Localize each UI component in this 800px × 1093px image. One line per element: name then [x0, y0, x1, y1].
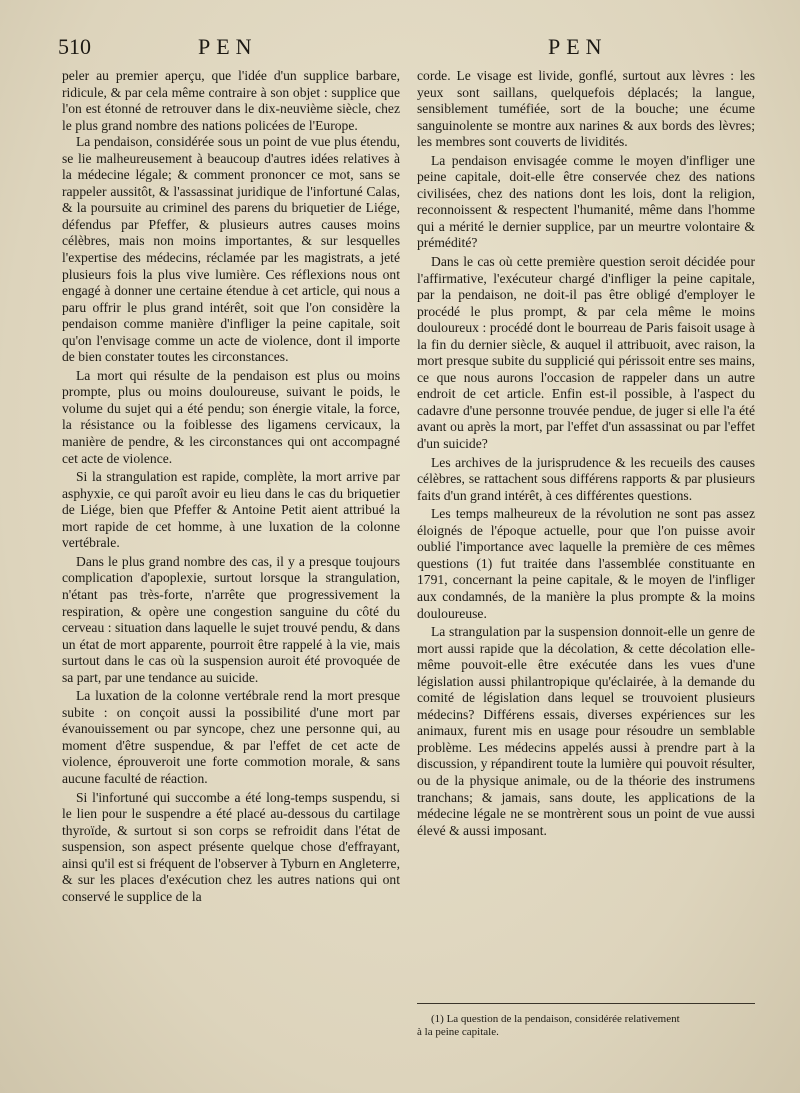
- paragraph: La luxation de la colonne vertébrale rend la mort presque subite : on conçoit aussi la possibilité d'une mort par évanouissement ou par syncope, chez une personne qui, au moment d'être suspendue, & par l'effet de cet acte de violence, éprouveroit une forte commotion morale, & sans aucune faculté de réaction.: [62, 688, 400, 786]
- paragraph: La pendaison envisagée comme le moyen d'infliger une peine capitale, doit-elle être conservée chez des nations civilisées, chez des nations dont les lois, dont la religion, reconnoissent & respectent l'humanité, même dans l'homme qui a mérité le dernier supplice, par un meurtre volontaire & prémédité?: [417, 152, 755, 251]
- right-column: [417, 68, 755, 839]
- paragraph: Les archives de la jurisprudence & les recueils des causes célèbres, se rattachent sous différens rapports & par plusieurs faits d'un grand intérêt, à ces différentes questions.: [417, 454, 755, 503]
- paragraph: Si l'infortuné qui succombe a été long-temps suspendu, si le lien pour le suspendre a été placé au-dessous du cartilage thyroïde, & surtout si son corps se refroidit dans l'état de suspension, son aspect présente quelque chose d'effrayant, ainsi qu'il est si fréquent de l'observer à Tyburn en Angleterre, & sur les places d'exécution chez les autres nations qui ont conservé le supplice de la: [62, 789, 400, 904]
- running-head-right: PEN: [548, 34, 608, 59]
- paragraph: La mort qui résulte de la pendaison est plus ou moins prompte, plus ou moins douloureuse, suivant le poids, le volume du sujet qui a été pendu; son énergie vitale, la force, la résistance ou la foiblesse des ligamens cervicaux, la manière de pendre, & les circonstances qui ont accompagné cet acte de violence.: [62, 367, 400, 466]
- paragraph: Si la strangulation est rapide, complète, la mort arrive par asphyxie, ce qui paroît avoir eu lieu dans le cas du briquetier de Liége, bien que Pfeffer & Antoine Petit aient attribué la mort rapide de cet homme, à une luxation de la colonne vertébrale.: [62, 469, 400, 551]
- page-number: 510: [58, 34, 91, 59]
- footnote-line: à la peine capitale.: [417, 1026, 499, 1038]
- running-header: [58, 34, 780, 62]
- paragraph: La strangulation par la suspension donnoit-elle un genre de mort aussi rapide que la décolation, & cette décolation elle-même pouvoit-elle être exécutée dans les vues d'une législation aussi philantropique qu'éclairée, à la demande du comité de législation dans lequel se trouvoient plusieurs médecins? Différens essais, diverses expériences sur les animaux, furent mis en usage pour résoudre un semblable problème. Les médecins appelés aussi à prendre part à la discussion, y répandirent toute la lumière qui pouvoit résulter, ou de la physique animale, ou de la théorie des instrumens tranchans; & jamais, sans doute, les applications de la médecine légale ne se montrèrent sous un point de vue aussi élevé & aussi imposant.: [417, 624, 755, 838]
- paragraph: peler au premier aperçu, que l'idée d'un supplice barbare, ridicule, & par cela même contraire à son objet : supplice que l'on est étonné de retrouver dans le dix-neuvième siècle, chez le plus grand nombre des nations policées de l'Europe.: [62, 68, 400, 133]
- paragraph: La pendaison, considérée sous un point de vue plus étendu, se lie malheureusement à beaucoup d'autres idées relatives à la médecine légale; & comment prononcer ce mot, sans se rappeler aussitôt, & l'assassinat juridique de l'infortuné Calas, & la poursuite au criminel des parens du briquetier de Liége, défendus par Pfeffer, & plusieurs autres causes moins célèbres, mais non moins importantes, & sur lesquelles l'expertise des médecins, réclamée par les magistrats, a jeté plusieurs fois la plus vive lumière. Ces réflexions nous ont engagé à donner une certaine étendue à cet article, qui nous a paru offrir le plus grand intérêt, soit que l'on considère la pendaison comme manière d'infliger la peine capitale, soit qu'on l'envisage comme un acte de violence, dont il importe de bien constater toutes les circonstances.: [62, 134, 400, 365]
- paragraph: Dans le cas où cette première question seroit décidée pour l'affirmative, l'exécuteur chargé d'infliger la peine capitale, par la pendaison, ne doit-il pas être obligé d'employer le procédé le plus prompt, & par cela même le moins douloureux : procédé dont le bourreau de Paris faisoit usage à la fin du dernier siècle, & auquel il attribuoit, avec raison, la mort presque subite du supplicié qui périssoit entre ses mains, ce que nous aurons l'occasion de rappeler dans un autre endroit de cet article. Enfin est-il possible, à l'aspect du cadavre d'une personne trouvée pendue, de juger si elle l'a été avant ou après la mort, par l'effet d'un assassinat ou par l'effet d'un suicide?: [417, 254, 755, 452]
- footnote-divider: [417, 1003, 755, 1004]
- footnote-line: (1) La question de la pendaison, considérée relativement: [431, 1013, 680, 1025]
- paragraph: Les temps malheureux de la révolution ne sont pas assez éloignés de l'époque actuelle, pour que l'on puisse avoir oublié l'importance avec laquelle la première de ces mêmes questions (1) fut traitée dans l'assemblée constituante en 1791, concernant la peine capitale, & le moyen de l'infliger aux condamnés, de la manière la plus prompte & la moins douloureuse.: [417, 506, 755, 621]
- left-column: [62, 68, 400, 905]
- paragraph: corde. Le visage est livide, gonflé, surtout aux lèvres : les yeux sont saillans, quelquefois déplacés; la langue, sensiblement tuméfiée, sort de la bouche; une écume sanguinolente se montre aux narines & aux bords des lèvres; les membres sont couverts de lividités.: [417, 68, 755, 150]
- running-head-left: PEN: [198, 34, 258, 59]
- footnote: [417, 1013, 762, 1039]
- paragraph: Dans le plus grand nombre des cas, il y a presque toujours complication d'apoplexie, surtout lorsque la strangulation, n'étant pas très-forte, n'arrête que progressivement la respiration, & opère une congestion sanguine du côté du cerveau : situation dans laquelle le sujet trouvé pendu, & dans un état de mort apparente, pourroit être rappelé à la vie, mais surtout dans le cas où la suspension auroit été provoquée de sa part, par une tendance au suicide.: [62, 553, 400, 685]
